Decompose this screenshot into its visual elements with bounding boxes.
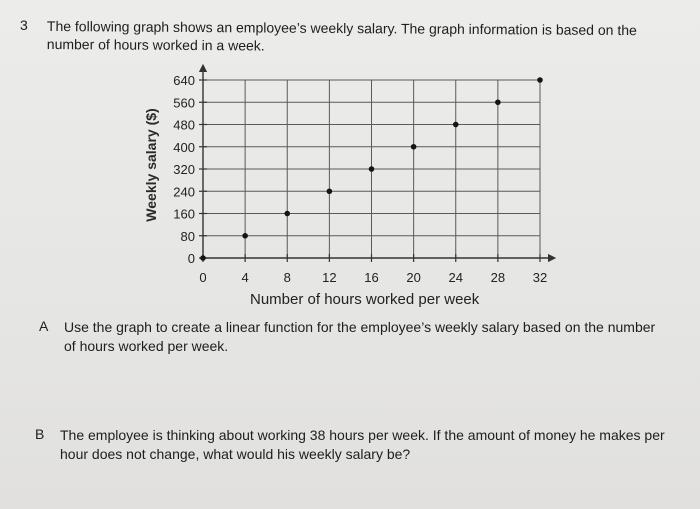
tick-labels [173,73,547,285]
y-tick-label: 640 [173,73,195,88]
y-tick-label: 320 [173,162,195,177]
part-b-letter: B [35,426,45,442]
x-tick-label: 4 [241,270,249,285]
part-b-text: The employee is thinking about working 38 hours per week. If the amount of money he makes per hour does not change, what would his weekly salary be? [60,427,665,462]
part-a-text: Use the graph to create a linear function for the employee’s weekly salary based on the number of hours worked per week. [64,319,656,354]
x-tick-label: 16 [364,270,379,285]
y-tick-label: 0 [187,251,195,266]
x-tick-label: 28 [490,270,506,285]
x-tick-label: 32 [532,270,548,285]
data-point [327,188,333,194]
data-point [537,77,543,83]
data-point [369,166,375,172]
chart-axes [199,68,552,262]
y-tick-label: 80 [180,228,195,244]
data-point [200,255,206,261]
x-tick-label: 0 [199,270,207,285]
data-point [453,122,459,128]
part-a-letter: A [39,318,49,334]
x-tick-label: 12 [322,270,337,285]
data-point [411,144,417,150]
y-tick-label: 480 [173,117,195,133]
data-point [495,99,501,105]
question-number: 3 [20,17,28,33]
x-tick-label: 8 [283,270,291,285]
data-point [242,233,248,239]
data-point [284,211,290,217]
y-tick-label: 560 [173,95,195,111]
question-text: The following graph shows an employee’s weekly salary. The graph information is based on the number of hours worked in a week. [46,17,637,54]
x-axis-label: Number of hours worked per week [250,291,480,308]
y-tick-label: 240 [173,184,195,200]
x-tick-label: 24 [448,270,463,285]
x-tick-label: 20 [406,270,421,285]
y-tick-label: 400 [173,139,195,155]
y-axis-label: Weekly salary ($) [143,108,159,222]
y-tick-label: 160 [173,206,195,222]
